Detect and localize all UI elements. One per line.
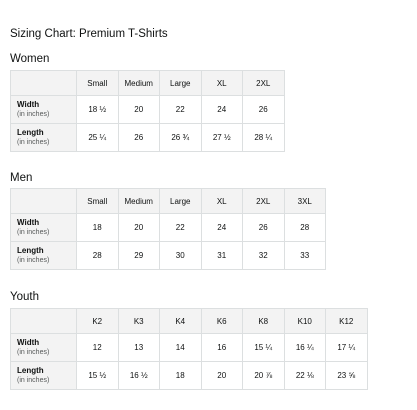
size-value-cell: 29 — [118, 242, 160, 270]
measurement-unit: (in inches) — [17, 377, 50, 384]
women-size-table — [10, 70, 285, 152]
size-value-cell: 15 ½ — [77, 362, 119, 390]
size-value-cell: 30 — [160, 242, 202, 270]
size-header-cell: 3XL — [284, 189, 326, 214]
measurement-label: Width — [17, 100, 40, 109]
header-corner-cell — [11, 71, 77, 96]
size-value-cell: 15 ¼ — [243, 334, 285, 362]
length-row — [11, 362, 368, 390]
size-value-cell: 28 — [284, 214, 326, 242]
size-header-cell: 2XL — [243, 71, 285, 96]
row-header-cell — [11, 96, 77, 124]
size-header-cell: Small — [77, 189, 119, 214]
measurement-label: Width — [17, 338, 40, 347]
row-header-cell — [11, 124, 77, 152]
size-value-cell: 25 ¼ — [77, 124, 119, 152]
row-header-cell — [11, 214, 77, 242]
size-header-cell: K10 — [284, 309, 326, 334]
size-value-cell: 26 — [243, 96, 285, 124]
size-header-cell: 2XL — [243, 189, 285, 214]
men-size-table — [10, 188, 326, 270]
measurement-label: Length — [17, 246, 44, 255]
measurement-unit: (in inches) — [17, 139, 50, 146]
measurement-label: Length — [17, 366, 44, 375]
row-header-cell — [11, 242, 77, 270]
size-value-cell: 13 — [118, 334, 160, 362]
width-row — [11, 334, 368, 362]
size-header-cell: K8 — [243, 309, 285, 334]
size-value-cell: 28 — [77, 242, 119, 270]
measurement-unit: (in inches) — [17, 349, 50, 356]
size-value-cell: 20 — [201, 362, 243, 390]
size-value-cell: 24 — [201, 214, 243, 242]
size-value-cell: 23 ⅝ — [326, 362, 368, 390]
size-value-cell: 26 — [118, 124, 160, 152]
men-heading: Men — [10, 172, 33, 184]
size-value-cell: 33 — [284, 242, 326, 270]
size-header-cell: Medium — [118, 189, 160, 214]
page-title: Sizing Chart: Premium T-Shirts — [10, 28, 168, 40]
size-header-cell: Large — [160, 189, 202, 214]
measurement-unit: (in inches) — [17, 111, 50, 118]
measurement-unit: (in inches) — [17, 257, 50, 264]
size-header-cell: K12 — [326, 309, 368, 334]
size-header-row — [11, 71, 285, 96]
size-value-cell: 20 — [118, 214, 160, 242]
women-heading: Women — [10, 53, 50, 65]
size-value-cell: 16 — [201, 334, 243, 362]
size-value-cell: 32 — [243, 242, 285, 270]
size-value-cell: 18 ½ — [77, 96, 119, 124]
size-value-cell: 12 — [77, 334, 119, 362]
size-value-cell: 20 ⅞ — [243, 362, 285, 390]
size-value-cell: 26 ¾ — [160, 124, 202, 152]
size-header-cell: Large — [160, 71, 202, 96]
size-value-cell: 17 ¼ — [326, 334, 368, 362]
size-value-cell: 22 ⅛ — [284, 362, 326, 390]
youth-heading: Youth — [10, 291, 39, 303]
size-header-row — [11, 189, 326, 214]
size-value-cell: 20 — [118, 96, 160, 124]
row-header-cell — [11, 334, 77, 362]
youth-size-table — [10, 308, 368, 390]
size-value-cell: 24 — [201, 96, 243, 124]
size-value-cell: 16 ½ — [118, 362, 160, 390]
size-value-cell: 14 — [160, 334, 202, 362]
size-header-cell: K6 — [201, 309, 243, 334]
length-row — [11, 242, 326, 270]
size-value-cell: 22 — [160, 214, 202, 242]
size-value-cell: 22 — [160, 96, 202, 124]
measurement-label: Length — [17, 128, 44, 137]
size-header-cell: K2 — [77, 309, 119, 334]
size-value-cell: 27 ½ — [201, 124, 243, 152]
size-value-cell: 18 — [160, 362, 202, 390]
size-header-cell: Small — [77, 71, 119, 96]
size-value-cell: 26 — [243, 214, 285, 242]
width-row — [11, 96, 285, 124]
measurement-unit: (in inches) — [17, 229, 50, 236]
size-value-cell: 31 — [201, 242, 243, 270]
size-value-cell: 16 ¼ — [284, 334, 326, 362]
length-row — [11, 124, 285, 152]
header-corner-cell — [11, 309, 77, 334]
width-row — [11, 214, 326, 242]
size-header-cell: Medium — [118, 71, 160, 96]
size-header-cell: XL — [201, 189, 243, 214]
size-header-row — [11, 309, 368, 334]
size-header-cell: K3 — [118, 309, 160, 334]
size-value-cell: 18 — [77, 214, 119, 242]
size-value-cell: 28 ¼ — [243, 124, 285, 152]
measurement-label: Width — [17, 218, 40, 227]
row-header-cell — [11, 362, 77, 390]
size-header-cell: XL — [201, 71, 243, 96]
header-corner-cell — [11, 189, 77, 214]
size-header-cell: K4 — [160, 309, 202, 334]
